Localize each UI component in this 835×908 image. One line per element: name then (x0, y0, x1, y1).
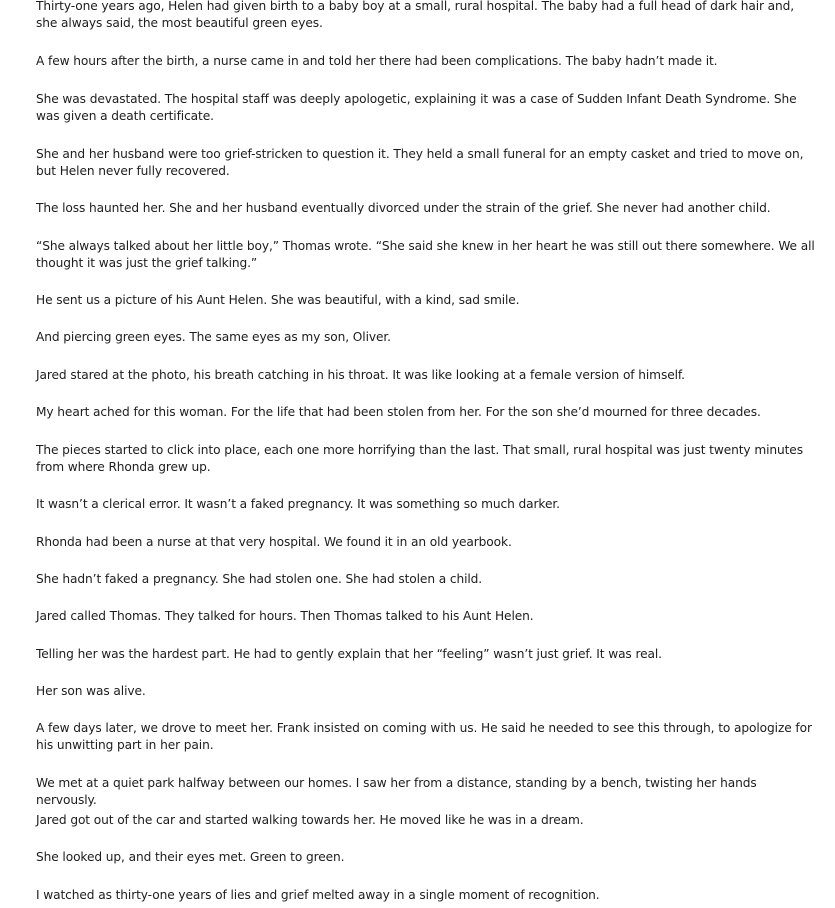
paragraph: The loss haunted her. She and her husband eventually divorced under the strain of the grief. She never had another child. (36, 201, 771, 215)
paragraph: She was devastated. The hospital staff was deeply apologetic, explaining it was a case of Sudden Infant Death Syndrome. She was given a death certificate. (36, 92, 797, 123)
paragraph: Jared got out of the car and started walking towards her. He moved like he was in a dream. (36, 813, 584, 827)
paragraph: Jared called Thomas. They talked for hours. Then Thomas talked to his Aunt Helen. (36, 609, 534, 623)
paragraph: She and her husband were too grief-stricken to question it. They held a small funeral for an empty casket and tried to move on, but Helen never fully recovered. (36, 147, 804, 178)
paragraph: Jared stared at the photo, his breath catching in his throat. It was like looking at a female version of himself. (36, 368, 685, 382)
paragraph: Thirty-one years ago, Helen had given birth to a baby boy at a small, rural hospital. The baby had a full head of dark hair and, she always said, the most beautiful green eyes. (36, 0, 795, 30)
paragraph: Rhonda had been a nurse at that very hospital. We found it in an old yearbook. (36, 535, 512, 549)
paragraph: And piercing green eyes. The same eyes as my son, Oliver. (36, 330, 391, 344)
paragraph: She looked up, and their eyes met. Green to green. (36, 850, 345, 864)
paragraph: A few days later, we drove to meet her. Frank insisted on coming with us. He said he needed to see this through, to apologize for his unwitting part in her pain. (36, 721, 812, 752)
paragraph: Telling her was the hardest part. He had to gently explain that her “feeling” wasn’t just grief. It was real. (36, 647, 662, 661)
paragraph: It wasn’t a clerical error. It wasn’t a faked pregnancy. It was something so much darker. (36, 497, 560, 511)
paragraph: We met at a quiet park halfway between our homes. I saw her from a distance, standing by a bench, twisting her hands nervously. (36, 776, 757, 807)
paragraph: A few hours after the birth, a nurse came in and told her there had been complications. The baby hadn’t made it. (36, 54, 718, 68)
paragraph: He sent us a picture of his Aunt Helen. She was beautiful, with a kind, sad smile. (36, 293, 520, 307)
paragraph: She hadn’t faked a pregnancy. She had stolen one. She had stolen a child. (36, 572, 483, 586)
paragraph: I watched as thirty-one years of lies and grief melted away in a single moment of recognition. (36, 888, 600, 902)
paragraph: Her son was alive. (36, 684, 146, 698)
paragraph: The pieces started to click into place, each one more horrifying than the last. That small, rural hospital was just twenty minutes from where Rhonda grew up. (36, 443, 803, 474)
paragraph: “She always talked about her little boy,” Thomas wrote. “She said she knew in her heart he was still out there somewhere. We all thought it was just the grief talking.” (36, 239, 815, 270)
paragraph: My heart ached for this woman. For the life that had been stolen from her. For the son she’d mourned for three decades. (36, 405, 761, 419)
